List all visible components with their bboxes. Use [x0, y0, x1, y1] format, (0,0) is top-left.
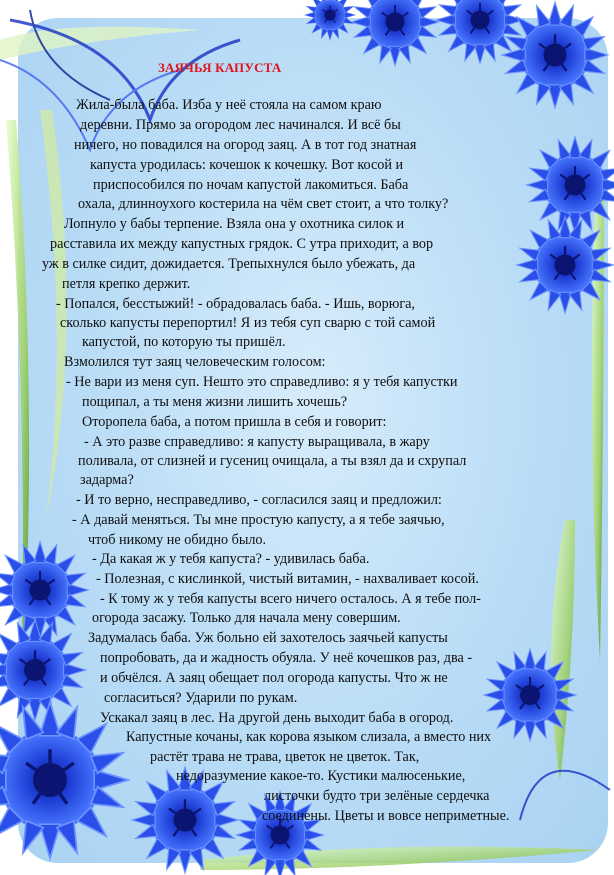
- text-line: расставила их между капустных грядок. С утра приходит, а вор: [50, 236, 434, 252]
- text-line: приспособился по ночам капустой лакомиться. Баба: [93, 177, 409, 193]
- text-line: и обчёлся. А заяц обещает пол огорода капусты. Что ж не: [100, 670, 448, 686]
- text-line: листочки будто три зелёные сердечка: [264, 788, 490, 804]
- text-line: петля крепко держит.: [62, 276, 191, 292]
- text-line: - Полезная, с кислинкой, чистый витамин, - нахваливает косой.: [96, 571, 479, 587]
- text-line: ничего, но повадился на огород заяц. А в тот год знатная: [74, 137, 417, 153]
- text-line: Жила-была баба. Изба у неё стояла на самом краю: [76, 97, 382, 113]
- text-line: Оторопела баба, а потом пришла в себя и говорит:: [82, 414, 387, 430]
- story-title: ЗАЯЧЬЯ КАПУСТА: [158, 60, 282, 75]
- text-line: уж в силке сидит, дожидается. Трепыхнулся было убежать, да: [42, 256, 416, 272]
- text-line: деревни. Прямо за огородом лес начинался. И всё бы: [80, 117, 401, 133]
- text-line: задарма?: [80, 472, 134, 488]
- text-line: капуста уродилась: кочешок к кочешку. Вот косой и: [90, 157, 404, 173]
- text-line: капустой, по которую ты пришёл.: [82, 334, 286, 350]
- text-line: Ускакал заяц в лес. На другой день выходит баба в огород.: [100, 710, 454, 726]
- text-line: огорода засажу. Только для начала мену совершим.: [92, 610, 401, 626]
- text-line: соединены. Цветы и вовсе неприметные.: [262, 808, 510, 824]
- text-line: чтоб никому не обидно было.: [88, 532, 267, 548]
- text-line: - Попался, бесстыжий! - обрадовалась баба. - Ишь, ворюга,: [56, 296, 415, 312]
- text-line: - А это разве справедливо: я капусту выращивала, в жару: [84, 434, 430, 450]
- text-line: недоразумение какое-то. Кустики малюсенькие,: [176, 768, 466, 784]
- text-line: - К тому ж у тебя капусты всего ничего осталось. А я тебе пол-: [100, 591, 481, 607]
- text-line: - Не вари из меня суп. Нешто это справедливо: я у тебя капустки: [66, 374, 458, 390]
- text-line: согласиться? Ударили по рукам.: [104, 690, 298, 706]
- text-line: поливала, от слизней и гусениц очищала, а ты взял да и схрупал: [78, 453, 467, 469]
- text-line: Капустные кочаны, как корова языком слизала, а вместо них: [126, 729, 492, 745]
- text-line: Взмолился тут заяц человеческим голосом:: [64, 354, 326, 370]
- text-line: Лопнуло у бабы терпение. Взяла она у охотника силок и: [64, 216, 405, 232]
- text-line: растёт трава не трава, цветок не цветок. Так,: [150, 749, 420, 765]
- text-line: - А давай меняться. Ты мне простую капусту, а я тебе заячью,: [72, 512, 445, 528]
- text-line: Задумалась баба. Уж больно ей захотелось заячьей капусты: [88, 630, 448, 646]
- text-line: попробовать, да и жадность обуяла. У неё кочешков раз, два -: [100, 650, 473, 666]
- text-line: охала, длинноухого костерила на чём свет стоит, а что толку?: [78, 196, 449, 212]
- text-line: - Да какая ж у тебя капуста? - удивилась баба.: [92, 551, 370, 567]
- text-line: пощипал, а ты меня жизни лишить хочешь?: [82, 394, 347, 410]
- text-line: сколько капусты перепортил! Я из тебя суп сварю с той самой: [60, 315, 436, 331]
- text-line: - И то верно, несправедливо, - согласился заяц и предложил:: [76, 492, 442, 508]
